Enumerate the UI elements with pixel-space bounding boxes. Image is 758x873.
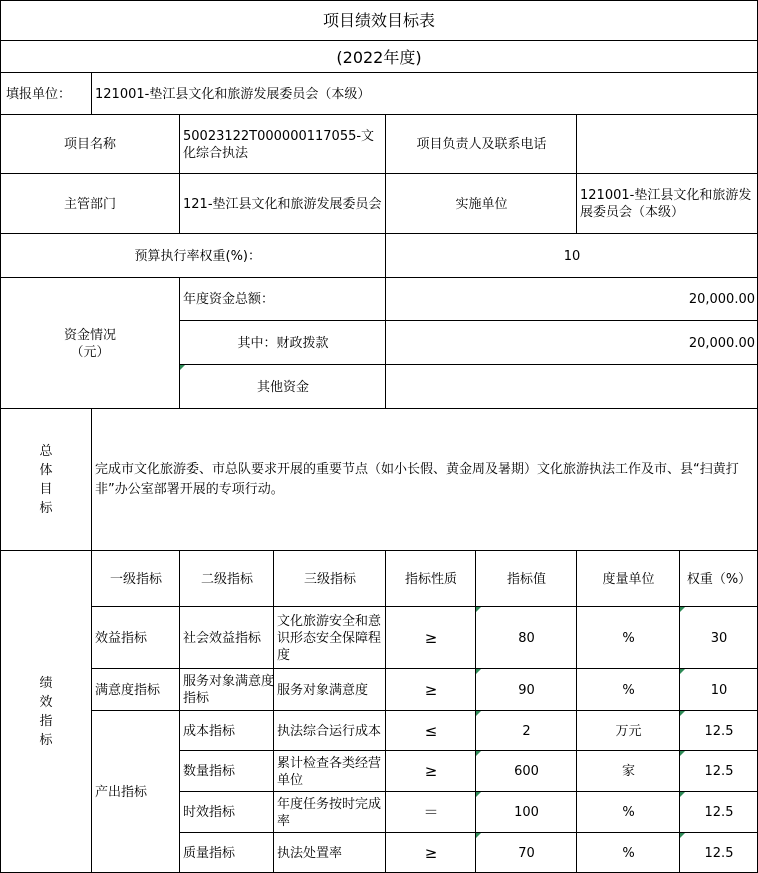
indicator-unit: % bbox=[622, 845, 635, 861]
indicator-weight: 12.5 bbox=[680, 711, 758, 751]
indicator-operator: ≥ bbox=[424, 762, 438, 780]
indicator-level3: 服务对象满意度 bbox=[277, 682, 369, 698]
indicator-level2: 数量指标 bbox=[183, 764, 236, 779]
indicator-level2: 质量指标 bbox=[183, 845, 236, 861]
project-name-value: 50023122T000000117055-文化综合执法 bbox=[183, 128, 375, 161]
indicator-level3: 年度任务按时完成率 bbox=[277, 796, 382, 829]
indicator-level1: 满意度指标 bbox=[95, 682, 161, 698]
overall-goal-text: 完成市文化旅游委、市总队要求开展的重要节点（如小长假、黄金周及暑期）文化旅游执法工作及市、县“扫黄打非”办公室部署开展的专项行动。 bbox=[95, 462, 739, 497]
indicator-value: 100 bbox=[476, 792, 577, 833]
header-weight: 权重（%） bbox=[686, 571, 752, 587]
indicator-level2: 成本指标 bbox=[183, 723, 236, 739]
funds-label: 资金情况 （元） bbox=[63, 327, 116, 360]
indicator-operator: ＝ bbox=[423, 803, 439, 821]
budget-weight-label: 预算执行率权重(%)： bbox=[134, 248, 261, 264]
implementing-unit-label: 实施单位 bbox=[455, 196, 508, 212]
funds-total-label: 年度资金总额： bbox=[183, 292, 275, 307]
table-year: (2022年度) bbox=[336, 47, 422, 67]
funds-other-value bbox=[386, 365, 758, 409]
implementing-unit-value: 121001-垫江县文化和旅游发展委员会（本级） bbox=[580, 188, 752, 220]
funds-other-label: 其他资金 bbox=[180, 365, 386, 409]
indicator-level2: 社会效益指标 bbox=[183, 630, 262, 646]
indicator-weight: 12.5 bbox=[680, 792, 758, 833]
header-level3: 三级指标 bbox=[303, 571, 356, 587]
indicator-level1: 效益指标 bbox=[95, 630, 148, 646]
project-contact-value bbox=[577, 115, 758, 174]
header-nature: 指标性质 bbox=[404, 571, 457, 587]
indicator-level1-output: 产出指标 bbox=[95, 784, 148, 800]
supervising-dept-label: 主管部门 bbox=[63, 196, 116, 212]
funds-total-value: 20,000.00 bbox=[688, 292, 755, 307]
indicator-unit: % bbox=[622, 682, 635, 698]
indicator-level3: 执法综合运行成本 bbox=[277, 723, 382, 739]
indicator-unit: 万元 bbox=[615, 723, 642, 739]
performance-indicators-label: 绩 效 指 标 bbox=[39, 676, 53, 748]
indicator-operator: ≤ bbox=[424, 721, 438, 740]
header-level2: 二级指标 bbox=[200, 571, 253, 587]
project-contact-label: 项目负责人及联系电话 bbox=[416, 137, 547, 152]
indicator-level2: 时效指标 bbox=[183, 805, 236, 820]
header-level1: 一级指标 bbox=[109, 571, 162, 587]
indicator-level3: 累计检查各类经营单位 bbox=[277, 755, 382, 788]
header-value: 指标值 bbox=[506, 571, 546, 587]
reporting-unit-label: 填报单位： bbox=[6, 86, 72, 102]
indicator-operator: ≥ bbox=[424, 680, 438, 699]
indicator-weight: 12.5 bbox=[680, 751, 758, 792]
indicator-level3: 执法处置率 bbox=[277, 845, 343, 861]
indicator-weight: 12.5 bbox=[680, 833, 758, 873]
indicator-value: 70 bbox=[476, 833, 577, 873]
indicator-value: 90 bbox=[476, 669, 577, 711]
indicator-value: 2 bbox=[476, 711, 577, 751]
funds-fiscal-value: 20,000.00 bbox=[688, 335, 755, 351]
indicator-unit: % bbox=[622, 630, 635, 646]
indicator-value: 80 bbox=[476, 607, 577, 669]
indicator-operator: ≥ bbox=[424, 843, 438, 862]
overall-goal-label: 总 体 目 标 bbox=[39, 444, 53, 516]
indicator-weight: 10 bbox=[680, 669, 758, 711]
indicator-operator: ≥ bbox=[424, 628, 438, 647]
indicator-level3: 文化旅游安全和意识形态安全保障程度 bbox=[277, 613, 382, 663]
indicator-unit: % bbox=[622, 805, 635, 820]
indicator-unit: 家 bbox=[621, 764, 635, 779]
budget-weight-value: 10 bbox=[563, 248, 581, 264]
table-title: 项目绩效目标表 bbox=[322, 11, 435, 30]
header-unit: 度量单位 bbox=[602, 571, 655, 587]
indicator-weight: 30 bbox=[680, 607, 758, 669]
indicator-level2: 服务对象满意度指标 bbox=[183, 674, 274, 706]
supervising-dept-value: 121-垫江县文化和旅游发展委员会 bbox=[183, 196, 382, 212]
indicator-value: 600 bbox=[476, 751, 577, 792]
reporting-unit-value: 121001-垫江县文化和旅游发展委员会（本级） bbox=[95, 86, 371, 102]
funds-fiscal-label: 其中：财政拨款 bbox=[237, 335, 329, 351]
project-name-label: 项目名称 bbox=[63, 137, 116, 152]
